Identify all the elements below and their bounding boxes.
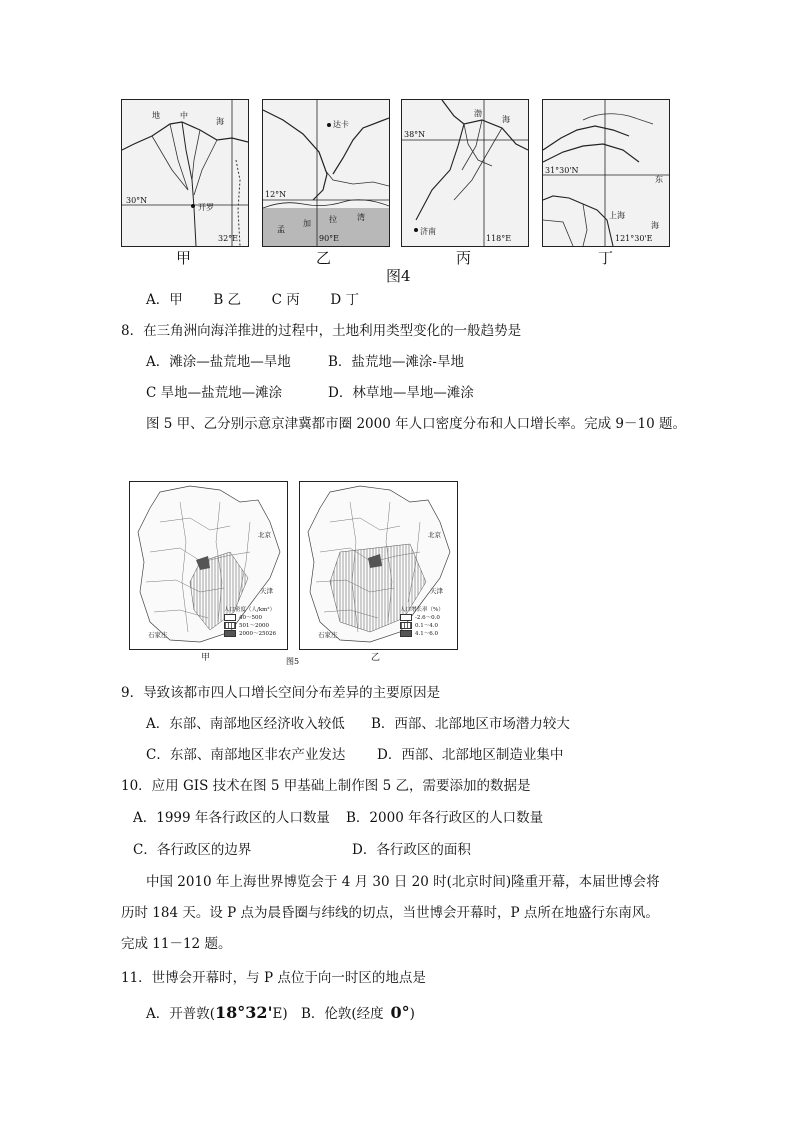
map-density-label: 甲 [201, 653, 211, 663]
q9-option-c: C．东部、南部地区非农产业发达 [146, 747, 346, 763]
density-label-beijing: 北京 [258, 531, 271, 539]
q7-option-d: D 丁 [330, 292, 359, 308]
growth-legend-title: 人口增长率（%） [400, 607, 444, 613]
density-label-shijiazhuang: 石家庄 [148, 631, 168, 639]
map-yi-text-6: 湾 [357, 213, 365, 222]
map-bing-lon: 118°E [486, 234, 512, 243]
growth-legend-1-text: -2.6～0.0 [415, 615, 440, 621]
intro-11-12-line-1: 中国 2010 年上海世界博览会于 4 月 30 日 20 时(北京时间)隆重开幕，本届世博会将 [146, 874, 660, 890]
q11-option-a-prefix: A．开普敦( [146, 1006, 216, 1022]
q8-option-a: A．滩涂—盐荒地—旱地 [146, 354, 291, 370]
density-legend-2-text: 501～2000 [239, 623, 269, 629]
map-ding-lon: 121°30'E [615, 234, 653, 243]
map-jia-city: 开罗 [198, 203, 214, 212]
map-ding-text-2: 东 [655, 175, 663, 184]
map-jia-label: 甲 [176, 249, 192, 267]
growth-legend-2 [400, 622, 444, 630]
map-yi-text-3: 孟 [277, 225, 285, 234]
q11-option-b-value: 0° [390, 1003, 410, 1022]
q7-option-b: B 乙 [213, 292, 242, 308]
density-legend-3 [224, 630, 276, 638]
growth-legend-3-text: 4.1～6.0 [415, 631, 438, 637]
density-legend-3-text: 2000～25026 [239, 631, 276, 637]
map-yi [262, 99, 390, 247]
density-legend [224, 606, 276, 638]
q11-option-a-coord: 18°32' [215, 1003, 273, 1022]
map-yi-city: 达卡 [333, 120, 349, 129]
map-yi-lat: 12°N [265, 190, 287, 199]
map-jia-text-2: 中 [180, 111, 188, 120]
map-population-growth [299, 481, 458, 650]
q7-option-c: C 丙 [271, 292, 300, 308]
map-bing-lat: 38°N [404, 130, 426, 139]
map-bing [401, 99, 529, 247]
map-population-density [129, 481, 288, 650]
q10-stem: 10．应用 GIS 技术在图 5 甲基础上制作图 5 乙，需要添加的数据是 [121, 778, 531, 794]
map-jia [121, 99, 249, 247]
growth-label-beijing: 北京 [428, 531, 441, 539]
q9-option-d: D．西部、北部地区制造业集中 [377, 747, 564, 763]
q9-stem: 9．导致该都市四人口增长空间分布差异的主要原因是 [121, 685, 441, 701]
growth-legend-3 [400, 630, 444, 638]
density-legend-1-text: 40～500 [239, 615, 262, 621]
map-bing-text-1: 渤 [474, 109, 482, 118]
map-yi-lon: 90°E [319, 234, 340, 243]
q10-option-a: A．1999 年各行政区的人口数量 [133, 810, 330, 826]
q11-option-b-prefix: B．伦敦(经度 [301, 1006, 384, 1022]
growth-label-shijiazhuang: 石家庄 [318, 631, 338, 639]
map-growth-label: 乙 [371, 653, 381, 663]
map-jia-text-1: 地 [152, 111, 160, 120]
density-label-tianjin: 天津 [260, 587, 273, 595]
q10-option-b: B．2000 年各行政区的人口数量 [346, 810, 544, 826]
density-legend-2 [224, 622, 276, 630]
q10-option-d: D．各行政区的面积 [352, 842, 471, 858]
figure-4-caption: 图4 [386, 267, 411, 285]
map-jia-lat: 30°N [126, 196, 148, 205]
intro-11-12-line-3: 完成 11－12 题。 [121, 936, 232, 952]
q9-option-a: A．东部、南部地区经济收入较低 [146, 716, 345, 732]
map-jia-lon: 32°E [218, 234, 239, 243]
map-bing-text-2: 海 [502, 115, 510, 124]
q7-option-a: A．甲 [146, 292, 183, 308]
q11-stem: 11．世博会开幕时，与 P 点位于向一时区的地点是 [121, 970, 426, 986]
q7-options [146, 291, 359, 309]
growth-legend-2-text: 0.1～4.0 [415, 623, 438, 629]
growth-legend [400, 606, 444, 638]
map-yi-text-4: 加 [303, 219, 311, 228]
q11-option-a-suffix: E) [272, 1006, 288, 1022]
map-ding-city: 上海 [609, 211, 625, 220]
q8-stem: 8．在三角洲向海洋推进的过程中，土地利用类型变化的一般趋势是 [121, 323, 522, 339]
q11-option-a [146, 1004, 288, 1023]
map-bing-city: 济南 [420, 227, 436, 236]
growth-legend-1 [400, 614, 444, 622]
map-ding-label: 丁 [598, 249, 614, 267]
q8-option-c: C 旱地—盐荒地—滩涂 [146, 385, 283, 401]
map-yi-text-5: 拉 [329, 215, 337, 224]
intro-11-12-line-2: 历时 184 天。设 P 点为晨昏圈与纬线的切点，当世博会开幕时，P 点所在地盛行东南风。 [121, 905, 659, 921]
map-ding-lat: 31°30'N [545, 166, 579, 175]
map-ding-text-4: 海 [651, 221, 659, 230]
q11-option-b-suffix: ) [409, 1006, 415, 1022]
density-legend-title: 人口密度（人/km²） [224, 607, 276, 613]
map-jia-text-3: 海 [216, 117, 224, 126]
q9-option-b: B．西部、北部地区市场潜力较大 [371, 716, 570, 732]
map-bing-label: 丙 [456, 249, 472, 267]
nile-delta-drawing [122, 100, 248, 246]
figure-5-caption: 图5 [286, 657, 300, 666]
q10-option-c: C．各行政区的边界 [133, 842, 252, 858]
intro-9-10: 图 5 甲、乙分别示意京津冀都市圈 2000 年人口密度分布和人口增长率。完成 9－10 题。 [146, 416, 686, 432]
q8-option-b: B．盐荒地—滩涂-旱地 [328, 354, 464, 370]
q8-option-d: D．林草地—旱地—滩涂 [328, 385, 474, 401]
density-legend-1 [224, 614, 276, 622]
growth-label-tianjin: 天津 [430, 587, 443, 595]
map-yi-label: 乙 [316, 249, 332, 267]
q11-option-b [301, 1004, 415, 1023]
map-ding [542, 99, 670, 247]
